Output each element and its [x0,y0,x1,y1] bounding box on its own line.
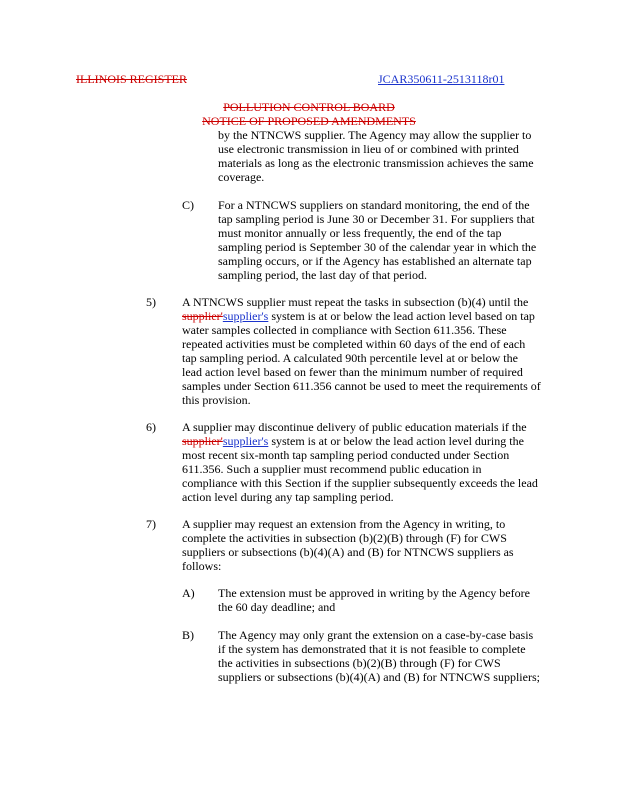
inserted-text: supplier's [222,434,269,448]
item-7-line-3: suppliers or subsections (b)(4)(A) and (B) for NTNCWS suppliers as [182,545,514,559]
item-6-line-2 [182,434,524,448]
deleted-text: supplier' [182,309,223,323]
cont-line-2: use electronic transmission in lieu of or combined with printed [218,142,519,156]
item-c-line-3: must monitor annually or less frequently, the end of the tap [218,226,502,240]
item-c-line-4: sampling period is September 30 of the calendar year in which the [218,240,537,254]
deleted-text: supplier' [182,434,223,448]
item-c-line-5: sampling occurs, or if the Agency has established an alternate tap [218,254,532,268]
item-6-line-1: A supplier may discontinue delivery of public education materials if the [182,420,527,434]
cont-line-1: by the NTNCWS supplier. The Agency may allow the supplier to [218,128,532,142]
item-c-line-6: sampling period, the last day of that period. [218,268,427,282]
item-6-line-4: 611.356. Such a supplier must recommend public education in [182,462,482,476]
item-6-line-6: action level during any tap sampling period. [182,490,394,504]
item-7b-marker: B) [182,628,194,642]
item-6-line-3: most recent six-month tap sampling period conducted under Section [182,448,510,462]
item-5-marker: 5) [146,295,156,309]
item-5-line-4: repeated activities must be completed within 60 days of the end of each [182,337,526,351]
item-7b-line-3: the activities in subsections (b)(2)(B) through (F) for CWS [218,656,501,670]
board-title: POLLUTION CONTROL BOARD [223,100,395,114]
item-7b-line-2: if the system has demonstrated that it is not feasible to complete [218,642,526,656]
item-7b-line-4: suppliers or subsections (b)(4)(A) and (B) for NTNCWS suppliers; [218,670,540,684]
item-5-line-2-rest: system is at or below the lead action level based on tap [268,309,535,323]
item-7a-marker: A) [182,586,195,600]
item-7a-line-2: the 60 day deadline; and [218,600,336,614]
item-c-line-1: For a NTNCWS suppliers on standard monitoring, the end of the [218,198,530,212]
item-5-line-3: water samples collected in compliance with Section 611.356. These [182,323,507,337]
item-7-marker: 7) [146,517,156,531]
register-header: ILLINOIS REGISTER [76,72,187,86]
item-6-line-2-rest: system is at or below the lead action level during the [268,434,524,448]
item-7-line-4: follows: [182,559,222,573]
item-5-line-8: this provision. [182,393,251,407]
inserted-text: supplier's [222,309,269,323]
item-5-line-5: tap sampling period. A calculated 90th percentile level at or below the [182,351,518,365]
item-7-line-2: complete the activities in subsection (b)(2)(B) through (F) for CWS [182,531,507,545]
item-5-line-1: A NTNCWS supplier must repeat the tasks in subsection (b)(4) until the [182,295,529,309]
item-6-marker: 6) [146,420,156,434]
item-c-line-2: tap sampling period is June 30 or December 31. For suppliers that [218,212,535,226]
document-id-link[interactable]: JCAR350611-2513118r01 [378,72,505,86]
item-7b-line-1: The Agency may only grant the extension on a case-by-case basis [218,628,534,642]
item-c-marker: C) [182,198,194,212]
item-7-line-1: A supplier may request an extension from the Agency in writing, to [182,517,506,531]
cont-line-3: materials as long as the electronic transmission achieves the same [218,156,534,170]
notice-title: NOTICE OF PROPOSED AMENDMENTS [202,114,416,128]
item-6-line-5: compliance with this Section if the supplier subsequently exceeds the lead [182,476,538,490]
item-5-line-7: samples under Section 611.356 cannot be used to meet the requirements of [182,379,541,393]
cont-line-4: coverage. [218,170,265,184]
item-5-line-2 [182,309,535,323]
item-5-line-6: lead action level based on fewer than the minimum number of required [182,365,523,379]
item-7a-line-1: The extension must be approved in writing by the Agency before [218,586,530,600]
